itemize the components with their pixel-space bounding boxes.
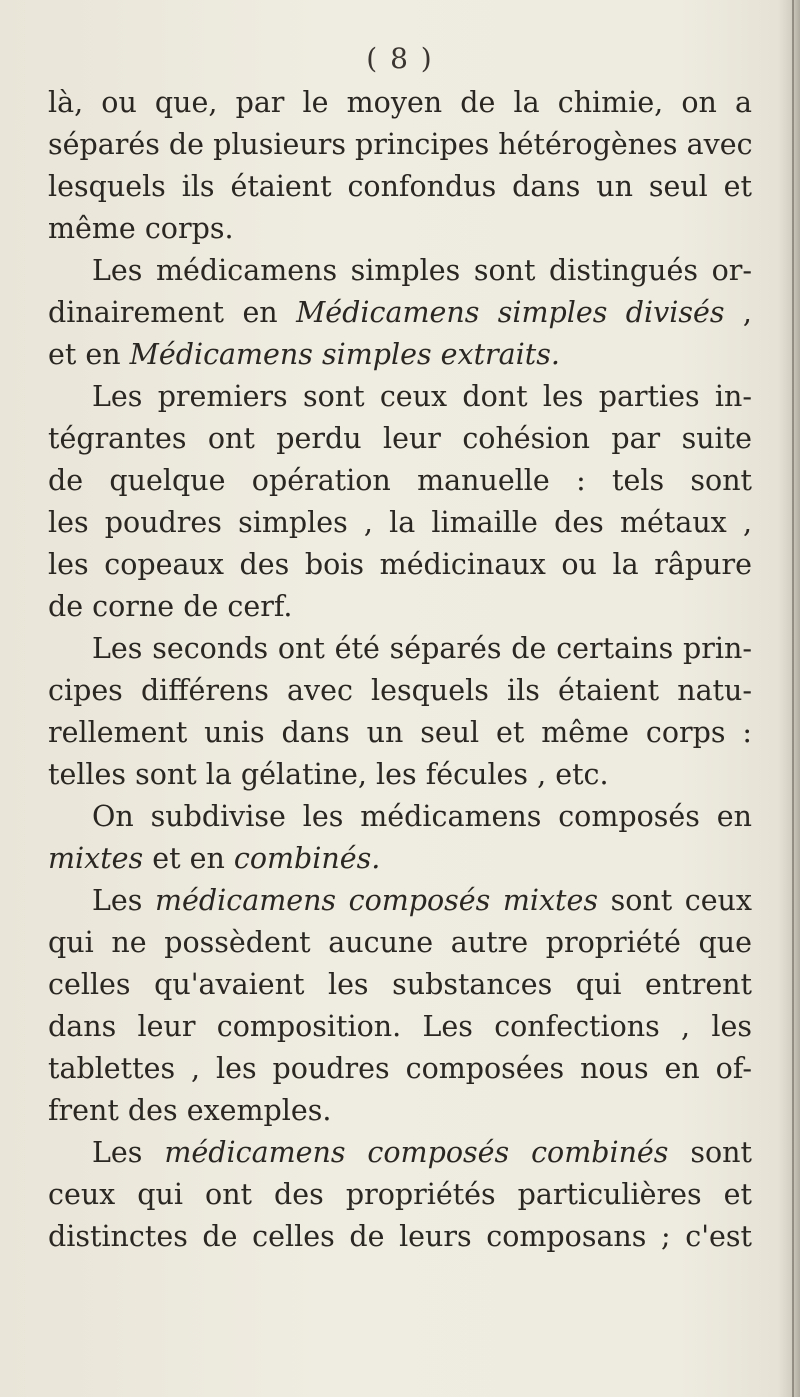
text-segment: ,	[724, 296, 752, 329]
text-segment: Les médicamens simples sont distingués or-	[92, 254, 752, 287]
text-line	[48, 964, 752, 1006]
italic-text: Médicamens simples divisés	[296, 296, 725, 329]
text-line	[48, 586, 752, 628]
text-line	[48, 124, 752, 166]
text-segment: et en	[48, 338, 130, 371]
text-segment: frent des exemples.	[48, 1094, 332, 1127]
text-segment: dinairement en	[48, 296, 297, 329]
page-number: ( 8 )	[366, 42, 434, 75]
text-segment: de corne de cerf.	[48, 590, 293, 623]
text-segment: telles sont la gélatine, les fécules , etc.	[48, 758, 609, 791]
text-line	[48, 418, 752, 460]
text-segment: tablettes , les poudres composées nous en of-	[48, 1052, 752, 1085]
body-text	[48, 82, 752, 1258]
text-segment: Les seconds ont été séparés de certains prin-	[92, 632, 752, 665]
text-line	[48, 838, 752, 880]
text-line	[48, 1174, 752, 1216]
text-line	[48, 1090, 752, 1132]
text-line	[48, 292, 752, 334]
text-line	[48, 1048, 752, 1090]
text-line	[48, 922, 752, 964]
text-line	[48, 880, 752, 922]
text-segment: Les	[92, 884, 155, 917]
text-line	[48, 544, 752, 586]
text-line	[48, 166, 752, 208]
text-segment: Les	[92, 1136, 165, 1169]
text-segment: de quelque opération manuelle : tels sont	[48, 464, 752, 497]
text-segment: et en	[143, 842, 234, 875]
text-segment: tégrantes ont perdu leur cohésion par suite	[48, 422, 752, 455]
text-line	[48, 250, 752, 292]
text-segment: ceux qui ont des propriétés particulières et	[48, 1178, 752, 1211]
text-segment: sont	[668, 1136, 752, 1169]
text-segment: On subdivise les médicamens composés en	[92, 800, 752, 833]
text-segment: même corps.	[48, 212, 234, 245]
text-segment: Les premiers sont ceux dont les parties in-	[92, 380, 752, 413]
italic-text: Médicamens simples extraits.	[129, 338, 560, 371]
text-line	[48, 460, 752, 502]
text-segment: les copeaux des bois médicinaux ou la râpure	[48, 548, 752, 581]
text-line	[48, 376, 752, 418]
text-line	[48, 1006, 752, 1048]
text-segment: rellement unis dans un seul et même corps :	[48, 716, 752, 749]
text-segment: les poudres simples , la limaille des métaux ,	[48, 506, 752, 539]
text-segment: cipes différens avec lesquels ils étaient natu-	[48, 674, 752, 707]
text-line	[48, 712, 752, 754]
text-line	[48, 502, 752, 544]
text-line	[48, 82, 752, 124]
page-edge-shadow	[778, 0, 800, 1397]
text-line	[48, 334, 752, 376]
text-line	[48, 628, 752, 670]
italic-text: mixtes	[48, 842, 144, 875]
text-segment: là, ou que, par le moyen de la chimie, on a	[48, 86, 752, 119]
text-line	[48, 754, 752, 796]
text-segment: celles qu'avaient les substances qui entrent	[48, 968, 752, 1001]
text-segment: dans leur composition. Les confections , les	[48, 1010, 752, 1043]
text-segment: lesquels ils étaient confondus dans un seul et	[48, 170, 752, 203]
italic-text: médicamens composés combinés	[164, 1136, 669, 1169]
text-segment: sont ceux	[598, 884, 752, 917]
text-segment: qui ne possèdent aucune autre propriété que	[48, 926, 752, 959]
text-line	[48, 208, 752, 250]
page-edge-line	[792, 0, 794, 1397]
text-line	[48, 1132, 752, 1174]
italic-text: combinés.	[233, 842, 381, 875]
text-segment: séparés de plusieurs principes hétérogènes avec	[48, 128, 753, 161]
text-line	[48, 670, 752, 712]
text-segment: distinctes de celles de leurs composans ; c'est	[48, 1220, 752, 1253]
italic-text: médicamens composés mixtes	[154, 884, 599, 917]
text-line	[48, 796, 752, 838]
text-line	[48, 1216, 752, 1258]
